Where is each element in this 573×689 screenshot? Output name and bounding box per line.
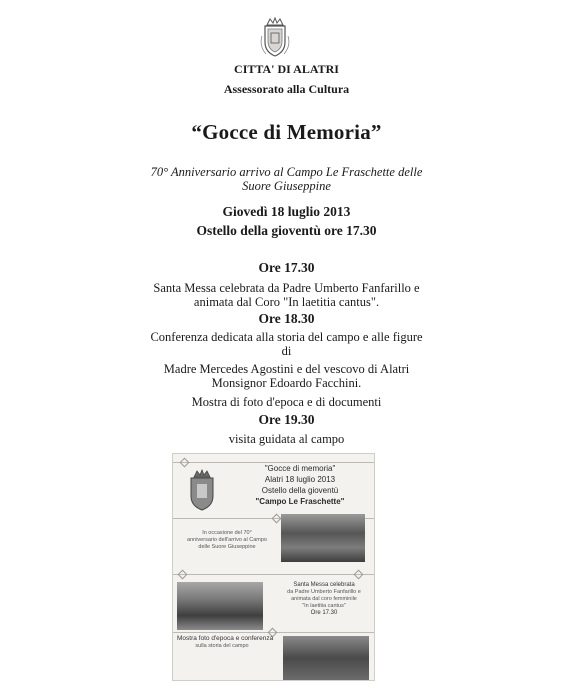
office-name: Assessorato alla Cultura	[223, 82, 350, 96]
program-line: Conferenza dedicata alla storia del campo e alle figure	[150, 330, 423, 344]
barbed-wire-decoration	[173, 574, 374, 575]
poster-caption: In occasione del 70°	[202, 530, 252, 536]
program-time-3: Ore 19.30	[258, 412, 315, 427]
event-subtitle-line2: Suore Giuseppine	[242, 179, 331, 193]
poster-place: "Campo Le Fraschette"	[255, 497, 345, 506]
poster-photo	[177, 582, 263, 630]
poster-caption: sulla storia del campo	[195, 643, 249, 649]
program-line: Santa Messa celebrata da Padre Umberto Fanfarillo e	[153, 281, 420, 295]
program-time-1: Ore 17.30	[258, 260, 315, 275]
poster-caption-title: Santa Messa celebrata	[293, 582, 355, 588]
poster-title: "Gocce di memoria"	[264, 464, 336, 473]
city-crest-icon	[256, 16, 294, 58]
barb-icon	[178, 570, 188, 580]
poster-venue: Ostello della gioventù	[261, 486, 339, 495]
barb-icon	[272, 514, 282, 524]
program-line: di	[281, 344, 292, 358]
program-time-2: Ore 18.30	[258, 311, 315, 326]
program-line: visita guidata al campo	[228, 432, 345, 446]
program-line: Mostra di foto d'epoca e di documenti	[191, 395, 382, 409]
program-line: animata dal Coro "In laetitia cantus".	[193, 295, 380, 309]
barbed-wire-decoration	[173, 462, 374, 463]
poster-caption: animata dal coro femminile	[291, 596, 357, 602]
barb-icon	[180, 458, 190, 468]
poster-caption: anniversario dell'arrivo al Campo	[187, 537, 267, 543]
poster-crest-icon	[185, 468, 219, 512]
program-line: Madre Mercedes Agostini e del vescovo di Alatri	[163, 362, 410, 376]
city-name: CITTA' DI ALATRI	[234, 62, 339, 76]
poster-caption: da Padre Umberto Fanfarillo e	[287, 589, 361, 595]
program-line: Monsignor Edoardo Facchini.	[211, 376, 362, 390]
poster-photo	[281, 514, 365, 562]
poster-caption-title: Mostra foto d'epoca e conferenza	[177, 635, 274, 642]
event-poster-image	[172, 453, 375, 681]
event-venue: Ostello della gioventù ore 17.30	[196, 223, 377, 238]
event-subtitle-line1: 70° Anniversario arrivo al Campo Le Fraschette delle	[150, 165, 423, 179]
event-title: “Gocce di Memoria”	[191, 120, 382, 144]
barb-icon	[354, 570, 364, 580]
poster-caption-time: Ore 17.30	[310, 610, 338, 616]
poster-photo	[283, 636, 369, 680]
poster-caption: "In laetitia cantus"	[302, 603, 346, 609]
poster-date: Alatri 18 luglio 2013	[264, 475, 336, 484]
poster-caption: delle Suore Giuseppine	[198, 544, 256, 550]
event-date: Giovedì 18 luglio 2013	[222, 204, 351, 219]
